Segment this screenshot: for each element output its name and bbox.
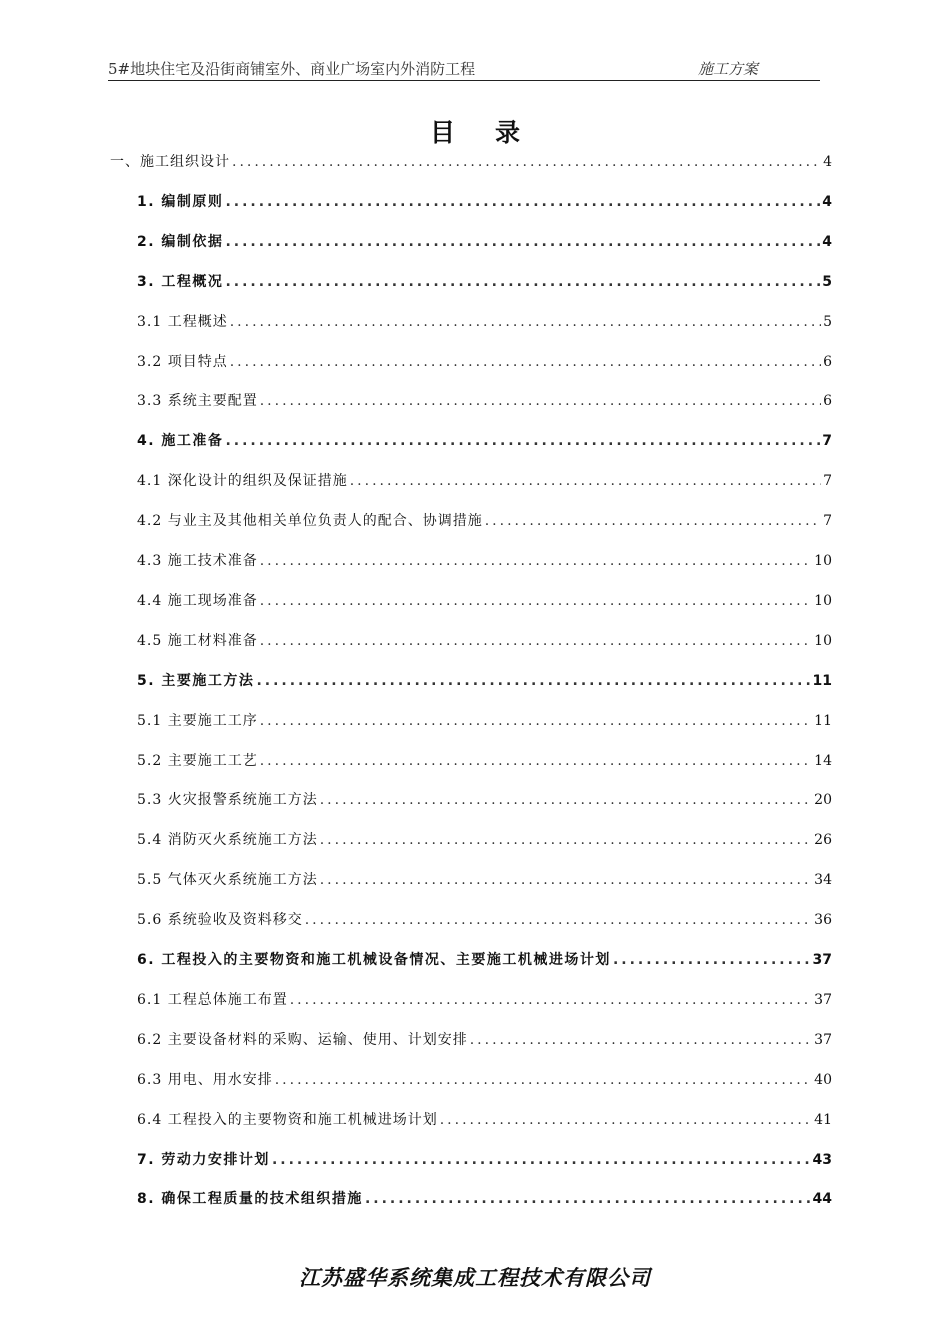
toc-entry-page: 20 [814, 792, 832, 809]
toc-entry-label: 5.2 主要施工工艺 [137, 752, 258, 769]
toc-entry-page: 14 [814, 752, 832, 769]
toc-entry[interactable] [137, 789, 832, 811]
toc-entry-page: 4 [822, 233, 832, 250]
toc-entry[interactable] [137, 271, 832, 293]
toc-entry-page: 6 [823, 353, 832, 370]
toc-dot-leader [230, 311, 821, 333]
toc-entry-page: 6 [823, 393, 832, 410]
toc-dot-leader [613, 949, 811, 971]
toc-entry-label: 5.1 主要施工工序 [137, 712, 258, 729]
toc-entry-page: 37 [814, 991, 832, 1008]
toc-dot-leader [225, 231, 820, 253]
toc-entry-page: 40 [814, 1071, 832, 1088]
toc-entry[interactable] [137, 430, 832, 452]
toc-entry-page: 5 [823, 313, 832, 330]
toc-dot-leader [275, 1069, 812, 1091]
toc-entry[interactable] [137, 510, 832, 532]
toc-entry[interactable] [137, 909, 832, 931]
toc-entry[interactable] [137, 989, 832, 1011]
toc-entry-page: 5 [822, 273, 832, 290]
toc-entry[interactable] [137, 670, 832, 692]
toc-entry[interactable] [137, 1109, 832, 1131]
toc-entry-label: 4.2 与业主及其他相关单位负责人的配合、协调措施 [137, 513, 483, 530]
toc-entry-page: 41 [814, 1111, 832, 1128]
toc-entry[interactable] [137, 590, 832, 612]
toc-entry-page: 4 [823, 154, 832, 170]
toc-entry-label: 2. 编制依据 [137, 233, 224, 250]
toc-entry-label: 3.3 系统主要配置 [137, 393, 258, 410]
toc-entry-label: 5.4 消防灭火系统施工方法 [137, 832, 318, 849]
toc-entry-label: 4.5 施工材料准备 [137, 632, 258, 649]
toc-entry[interactable] [137, 191, 832, 213]
toc-entry[interactable] [137, 949, 832, 971]
toc-dot-leader [260, 590, 812, 612]
toc-entry-label: 5.3 火灾报警系统施工方法 [137, 792, 318, 809]
toc-entry-label: 6.4 工程投入的主要物资和施工机械进场计划 [137, 1111, 438, 1128]
toc-entry[interactable] [137, 311, 832, 333]
toc-entry-page: 44 [812, 1191, 832, 1208]
toc-dot-leader [230, 351, 821, 373]
toc-dot-leader [290, 989, 812, 1011]
page-header [108, 58, 820, 81]
toc-entry-page: 7 [823, 473, 832, 490]
toc-dot-leader [225, 191, 820, 213]
toc-entry[interactable] [137, 1188, 832, 1210]
toc-entry-page: 7 [823, 513, 832, 530]
company-footer: 江苏盛华系统集成工程技术有限公司 [299, 1266, 651, 1290]
toc-entry-label: 3. 工程概况 [137, 273, 224, 290]
toc-dot-leader [232, 151, 821, 173]
toc-entry-label: 8. 确保工程质量的技术组织措施 [137, 1191, 363, 1208]
toc-dot-leader [260, 750, 812, 772]
toc-entry-page: 10 [814, 553, 832, 569]
toc-dot-leader [260, 630, 812, 652]
toc-entry-label: 5.6 系统验收及资料移交 [137, 912, 303, 929]
toc-entry[interactable] [137, 869, 832, 891]
toc-entry-label: 3.2 项目特点 [137, 353, 228, 370]
toc-entry[interactable] [137, 630, 832, 652]
toc-dot-leader [320, 789, 812, 811]
toc-entry[interactable] [137, 829, 832, 851]
toc-entry-page: 4 [822, 193, 832, 210]
toc-title: 目录 [429, 118, 560, 147]
toc-entry-page: 10 [814, 632, 832, 649]
toc-entry-label: 4.1 深化设计的组织及保证措施 [137, 473, 348, 490]
toc-dot-leader [305, 909, 812, 931]
toc-dot-leader [470, 1029, 812, 1051]
toc-entry-label: 4.3 施工技术准备 [137, 553, 258, 569]
toc-entry-page: 37 [812, 952, 832, 968]
toc-dot-leader [260, 390, 821, 412]
toc-entry[interactable] [137, 390, 832, 412]
toc-entry[interactable] [110, 151, 832, 173]
toc-entry-page: 11 [814, 712, 832, 729]
toc-entry-label: 7. 劳动力安排计划 [137, 1151, 270, 1168]
toc-dot-leader [260, 550, 812, 572]
toc-entry-label: 1. 编制原则 [137, 193, 224, 210]
toc-entry-label: 3.1 工程概述 [137, 313, 228, 330]
toc-dot-leader [320, 869, 812, 891]
toc-dot-leader [260, 710, 812, 732]
toc-entry-label: 6.2 主要设备材料的采购、运输、使用、计划安排 [137, 1031, 468, 1048]
toc-entry-page: 34 [814, 872, 832, 889]
toc-entry-page: 43 [812, 1151, 832, 1168]
toc-entry-page: 7 [822, 433, 832, 450]
toc-dot-leader [365, 1188, 811, 1210]
toc-dot-leader [256, 670, 810, 692]
toc-entry-label: 5. 主要施工方法 [137, 672, 255, 689]
toc-entry-label: 5.5 气体灭火系统施工方法 [137, 872, 318, 889]
toc-entry-label: 一、施工组织设计 [110, 154, 230, 170]
toc-dot-leader [225, 271, 820, 293]
toc-entry-label: 6. 工程投入的主要物资和施工机械设备情况、主要施工机械进场计划 [137, 952, 611, 968]
toc-entry[interactable] [137, 1069, 832, 1091]
toc-entry-page: 10 [814, 592, 832, 609]
toc-entry-label: 4. 施工准备 [137, 433, 224, 450]
project-title: 5#地块住宅及沿街商铺室外、商业广场室内外消防工程 [108, 60, 476, 78]
toc-entry[interactable] [137, 231, 832, 253]
toc-entry-label: 6.1 工程总体施工布置 [137, 991, 288, 1008]
toc-entry-page: 37 [814, 1031, 832, 1048]
toc-entry[interactable] [137, 710, 832, 732]
toc-entry-label: 6.3 用电、用水安排 [137, 1071, 273, 1088]
toc-entry-label: 4.4 施工现场准备 [137, 592, 258, 609]
toc-entry[interactable] [137, 750, 832, 772]
document-type: 施工方案 [698, 60, 759, 78]
toc-dot-leader [440, 1109, 812, 1131]
toc-entry-page: 11 [812, 672, 832, 689]
toc-entry-page: 36 [814, 912, 832, 929]
toc-entry[interactable] [137, 1029, 832, 1051]
toc-entry[interactable] [137, 351, 832, 373]
toc-dot-leader [225, 430, 820, 452]
toc-entry[interactable] [137, 1149, 832, 1171]
toc-entry[interactable] [137, 550, 832, 572]
toc-dot-leader [272, 1149, 811, 1171]
toc-dot-leader [485, 510, 821, 532]
toc-entry[interactable] [137, 470, 832, 492]
toc-dot-leader [320, 829, 812, 851]
toc-entry-page: 26 [814, 832, 832, 849]
toc-dot-leader [350, 470, 821, 492]
